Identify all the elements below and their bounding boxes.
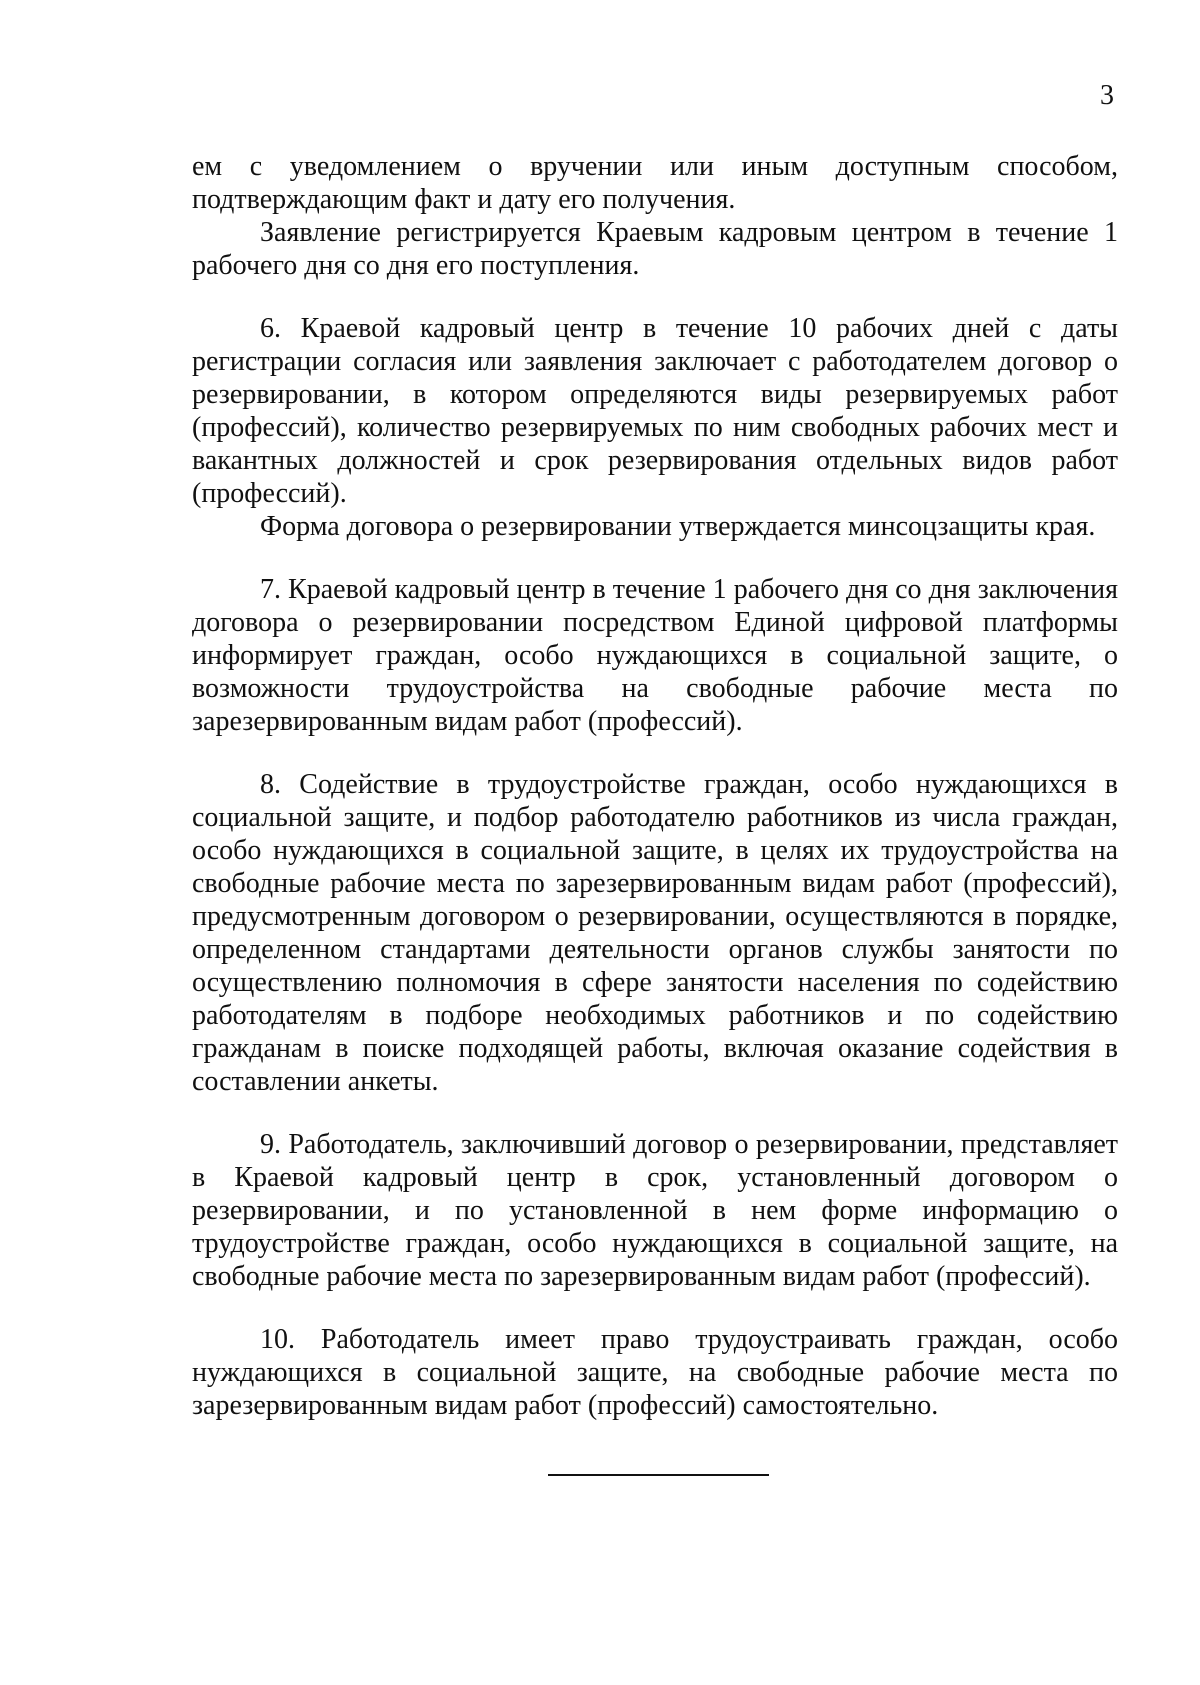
document-body xyxy=(192,150,1118,1422)
paragraph-item-6: 6. Краевой кадровый центр в течение 10 рабочих дней с даты регистрации согласия или заявления заключает с работодателем договор о резервировании, в котором определяются виды резервируемых работ (профессий), количество резервируемых по ним свободных рабочих мест и вакантных должностей и срок резервирования отдельных видов работ (профессий). xyxy=(192,313,1118,509)
paragraph-item-9: 9. Работодатель, заключивший договор о резервировании, представляет в Краевой кадровый центр в срок, установленный договором о резервировании, и по установленной в нем форме информацию о трудоустройстве граждан, особо нуждающихся в социальной защите, на свободные рабочие места по зарезервированным видам работ (профессий). xyxy=(192,1129,1118,1292)
end-divider-line xyxy=(548,1474,769,1476)
paragraph-registration: Заявление регистрируется Краевым кадровым центром в течение 1 рабочего дня со дня его поступления. xyxy=(192,217,1118,281)
paragraph-item-8: 8. Содействие в трудоустройстве граждан, особо нуждающихся в социальной защите, и подбор работодателю работников из числа граждан, особо нуждающихся в социальной защите, в целях их трудоустройства на свободные рабочие места по зарезервированным видам работ (профессий), предусмотренным договором о резервировании, осуществляются в порядке, определенном стандартами деятельности органов службы занятости по осуществлению полномочия в сфере занятости населения по содействию работодателям в подборе необходимых работников и по содействию гражданам в поиске подходящей работы, включая оказание содействия в составлении анкеты. xyxy=(192,769,1118,1097)
paragraph-item-10: 10. Работодатель имеет право трудоустраивать граждан, особо нуждающихся в социальной защите, на свободные рабочие места по зарезервированным видам работ (профессий) самостоятельно. xyxy=(192,1324,1118,1421)
paragraph-contract-form: Форма договора о резервировании утверждается минсоцзащиты края. xyxy=(260,511,1096,542)
paragraph-continuation: ем с уведомлением о вручении или иным доступным способом, подтверждающим факт и дату его получения. xyxy=(192,151,1118,215)
page-number: 3 xyxy=(1100,80,1114,111)
paragraph-item-7: 7. Краевой кадровый центр в течение 1 рабочего дня со дня заключения договора о резервировании посредством Единой цифровой платформы информирует граждан, особо нуждающихся в социальной защите, о возможности трудоустройства на свободные рабочие места по зарезервированным видам работ (профессий). xyxy=(192,574,1118,737)
